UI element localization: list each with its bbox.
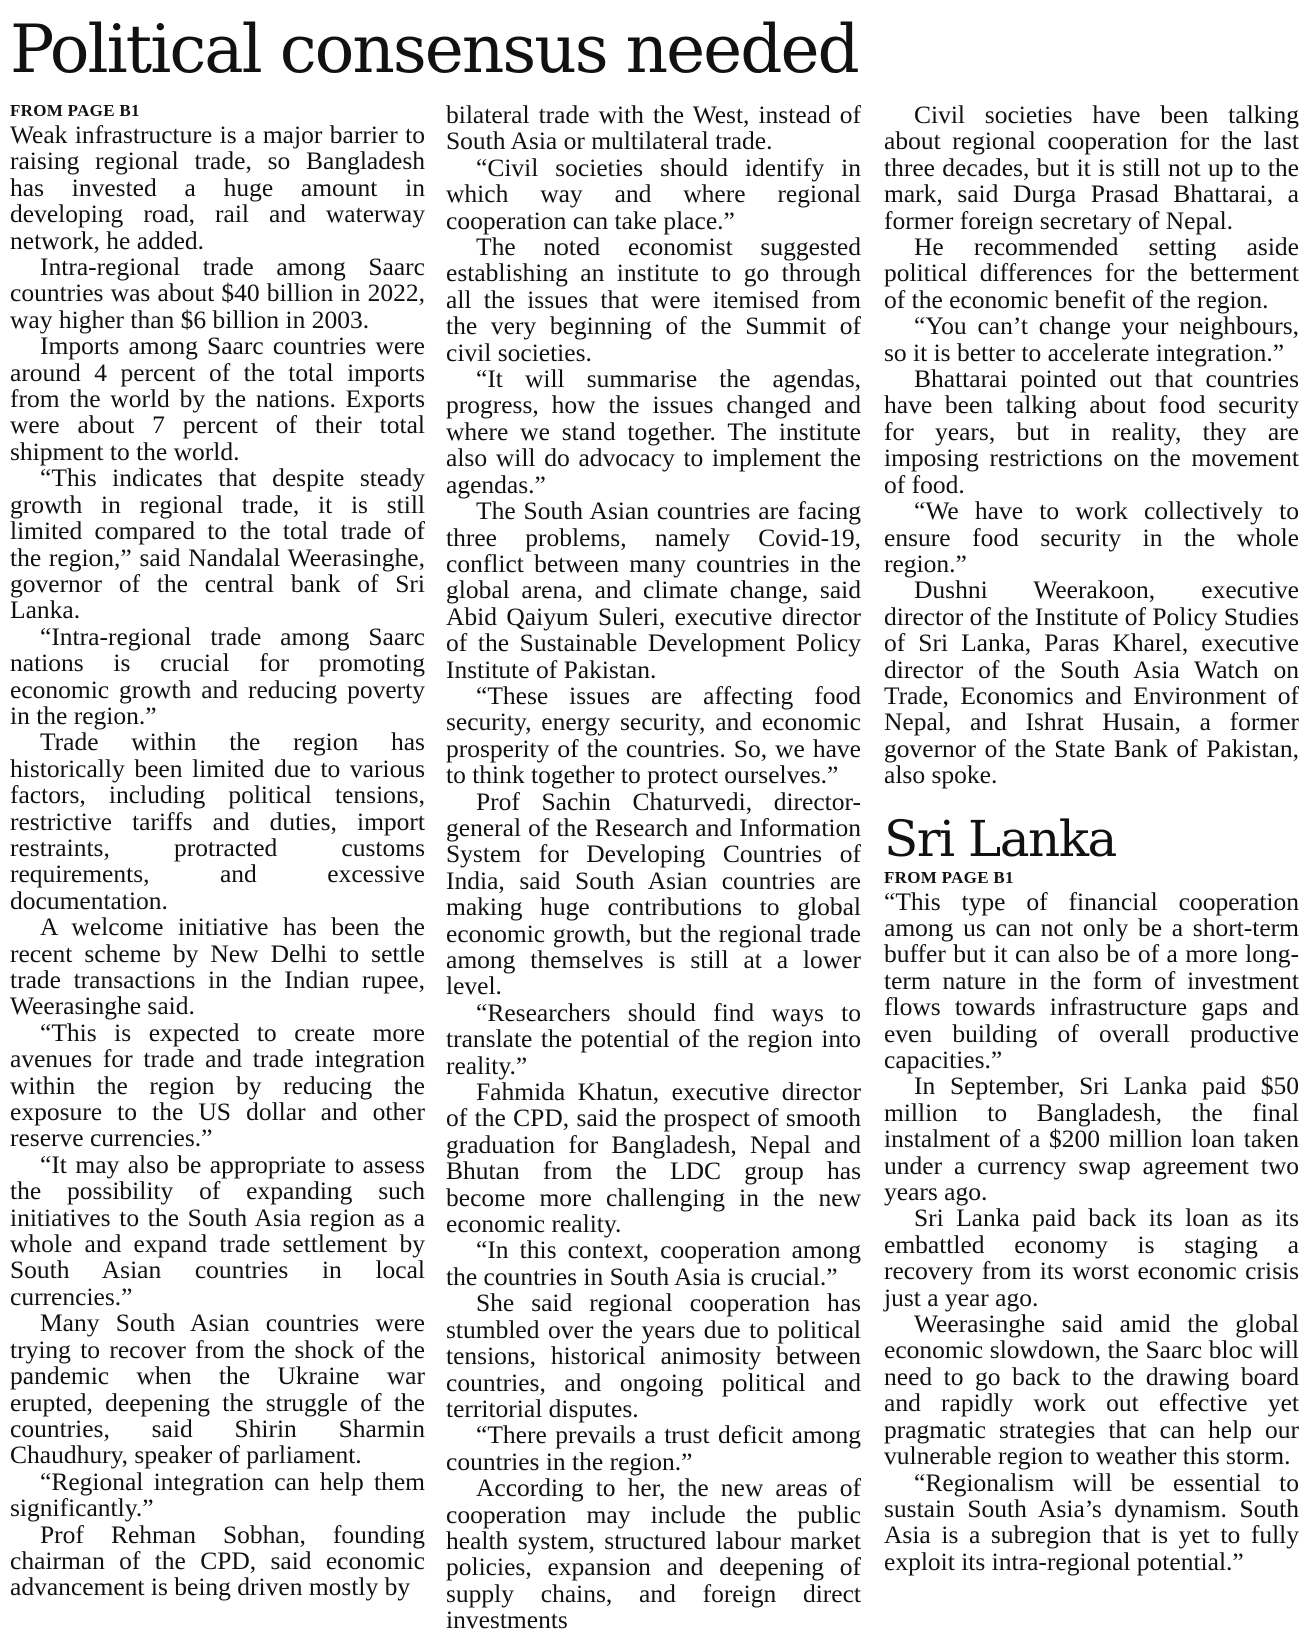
paragraph: Prof Rehman Sobhan, founding chairman of the CPD, said economic advancement is being driven mostly by xyxy=(10,1519,425,1602)
paragraph: Civil societies have been talking about regional cooperation for the last three decades, but it is still not up to the mark, said Durga Prasad Bhattarai, a former foreign secretary of Nepal. xyxy=(884,100,1299,235)
paragraph: Dushni Weerakoon, executive director of the Institute of Policy Studies of Sri Lanka, Paras Kharel, executive director of the South Asia Watch on Trade, Economics and Environment of Nepal, and Ishrat Husain, a former governor of the State Bank of Pakistan, also spoke. xyxy=(884,575,1300,790)
paragraph: “Regional integration can help them significantly.” xyxy=(10,1466,425,1523)
paragraph: bilateral trade with the West, instead of South Asia or multilateral trade. xyxy=(446,100,861,156)
column-1 xyxy=(10,102,425,1601)
paragraph: In September, Sri Lanka paid $50 million to Bangladesh, the final instalment of a $200 million loan taken under a currency swap agreement two years ago. xyxy=(884,1071,1299,1207)
from-page-label: FROM PAGE B1 xyxy=(884,867,1014,887)
paragraph: Prof Sachin Chaturvedi, director-general of the Research and Information System for Developing Countries of India, said South Asian countries are making huge contributions to global economic growth, but the regional trade among themselves is still at a lower level. xyxy=(446,786,861,1001)
paragraph: Weak infrastructure is a major barrier to raising regional trade, so Bangladesh has invested a huge amount in developing road, rail and waterway network, he added. xyxy=(10,120,425,255)
paragraph: Many South Asian countries were trying to recover from the shock of the pandemic when the Ukraine war erupted, deepening the struggle of the countries, said Shirin Sharmin Chaudhury, speaker of parliament. xyxy=(10,1308,425,1470)
paragraph: She said regional cooperation has stumbled over the years due to political tensions, historical animosity between countries, and ongoing political and territorial disputes. xyxy=(446,1288,861,1423)
paragraph: “It will summarise the agendas, progress, how the issues changed and where we stand together. The institute also will do advocacy to implement the agendas.” xyxy=(446,364,861,499)
paragraph: Intra-regional trade among Saarc countries was about $40 billion in 2022, way higher than $6 billion in 2003. xyxy=(10,252,425,334)
paragraph: “This indicates that despite steady growth in regional trade, it is still limited compared to the total trade of the region,” said Nandalal Weerasinghe, governor of the central bank of Sri Lanka. xyxy=(10,463,425,625)
paragraph: A welcome initiative has been the recent scheme by New Delhi to settle trade transactions in the Indian rupee, Weerasinghe said. xyxy=(10,912,425,1021)
paragraph: “We have to work collectively to ensure food security in the whole region.” xyxy=(884,496,1299,578)
paragraph: “This type of financial cooperation among us can not only be a short-term buffer but it can also be of a more long-term nature in the form of investment flows towards infrastructure gaps and even building of overall productive capacities.” xyxy=(884,886,1299,1074)
paragraph: “It may also be appropriate to assess the possibility of expanding such initiatives to the South Asia region as a whole and expand trade settlement by South Asian countries in local currencies.” xyxy=(10,1149,425,1311)
paragraph: Bhattarai pointed out that countries have been talking about food security for years, but in reality, they are imposing restrictions on the movement of food. xyxy=(884,364,1299,499)
paragraph: “Intra-regional trade among Saarc nations is crucial for promoting economic growth and reducing poverty in the region.” xyxy=(10,621,425,730)
column-3 xyxy=(884,102,1299,1575)
column-2 xyxy=(446,102,861,1634)
paragraph: The noted economist suggested establishing an institute to go through all the issues that were itemised from the very beginning of the Summit of civil societies. xyxy=(446,232,861,367)
headline: Political consensus needed xyxy=(10,11,858,88)
sub-headline: Sri Lanka xyxy=(884,809,1116,868)
paragraph: Imports among Saarc countries were around 4 percent of the total imports from the world by the nations. Exports were about 7 percent of their total shipment to the world. xyxy=(10,331,425,466)
paragraph: “In this context, cooperation among the countries in South Asia is crucial.” xyxy=(446,1235,861,1291)
paragraph: “Regionalism will be essential to sustain South Asia’s dynamism. South Asia is a subregion that is yet to fully exploit its intra-regional potential.” xyxy=(884,1467,1299,1576)
paragraph: “This is expected to create more avenues for trade and trade integration within the region by reducing the exposure to the US dollar and other reserve currencies.” xyxy=(10,1017,425,1153)
paragraph: “There prevails a trust deficit among countries in the region.” xyxy=(446,1420,861,1476)
paragraph: Sri Lanka paid back its loan as its embattled economy is staging a recovery from its worst economic crisis just a year ago. xyxy=(884,1203,1299,1312)
from-page-label: FROM PAGE B1 xyxy=(10,101,140,120)
paragraph: Trade within the region has historically been limited due to various factors, including political tensions, restrictive tariffs and duties, import restraints, protracted customs requirements, and excessive documentation. xyxy=(10,727,425,915)
paragraph: The South Asian countries are facing three problems, namely Covid-19, conflict between many countries in the global arena, and climate change, said Abid Qaiyum Suleri, executive director of the Sustainable Development Policy Institute of Pakistan. xyxy=(446,496,861,684)
paragraph: According to her, the new areas of cooperation may include the public health system, structured labour market policies, expansion and deepening of supply chains, and foreign direct investments xyxy=(446,1473,861,1635)
paragraph: “These issues are affecting food security, energy security, and economic prosperity of the countries. So, we have to think together to protect ourselves.” xyxy=(446,680,861,790)
paragraph: Fahmida Khatun, executive director of the CPD, said the prospect of smooth graduation for Bangladesh, Nepal and Bhutan from the LDC group has become more challenging in the new economic reality. xyxy=(446,1077,861,1239)
paragraph: “Civil societies should identify in which way and where regional cooperation can take place.” xyxy=(446,152,861,235)
paragraph: He recommended setting aside political differences for the betterment of the economic benefit of the region. xyxy=(884,232,1299,314)
paragraph: “Researchers should find ways to translate the potential of the region into reality.” xyxy=(446,997,861,1080)
paragraph: “You can’t change your neighbours, so it is better to accelerate integration.” xyxy=(884,311,1299,367)
paragraph: Weerasinghe said amid the global economic slowdown, the Saarc bloc will need to go back to the drawing board and rapidly work out effective yet pragmatic strategies that can help our vulnerable region to weather this storm. xyxy=(884,1309,1299,1471)
